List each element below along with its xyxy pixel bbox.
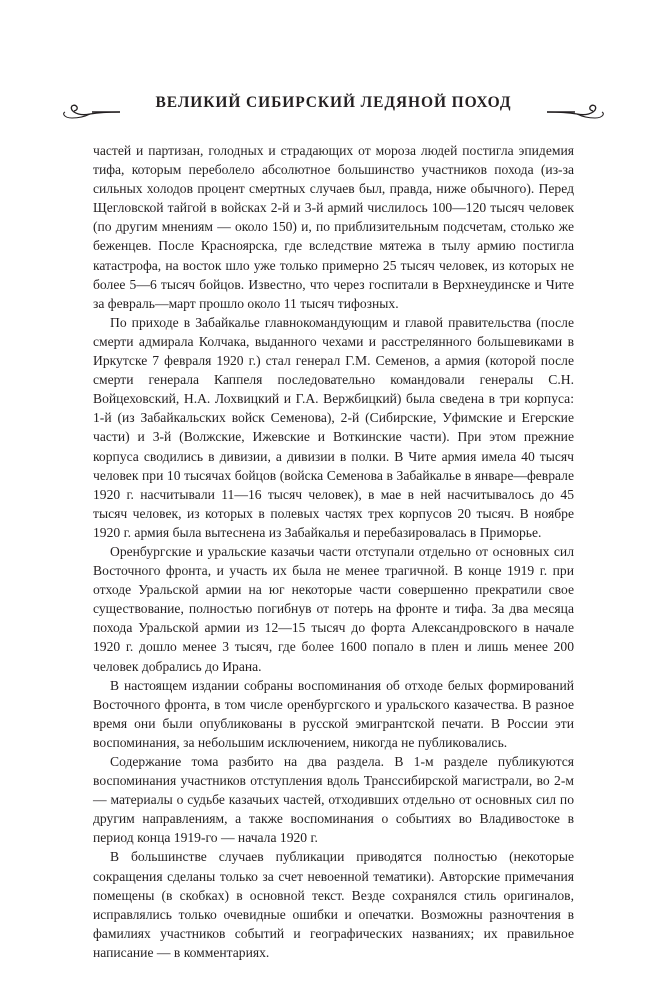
running-header-title: ВЕЛИКИЙ СИБИРСКИЙ ЛЕДЯНОЙ ПОХОД bbox=[155, 94, 512, 111]
paragraph: частей и партизан, голодных и страдающих от мороза людей постигла эпидемия тифа, которым переболело абсолютное большинство участников похода (из-за сильных холодов процент смертных случаев был, правда, ниже обычного). Перед Щегловской тайгой в войсках 2-й и 3-й армий числилось 100—120 тысяч человек (по другим мнениям — около 150) и, по приблизительным подсчетам, столько же беженцев. После Красноярска, где вследствие мятежа в тылу армию постигла катастрофа, на восток шло уже только примерно 25 тысяч человек, из которых не более 5—6 тысяч бойцов. Известно, что через госпитали в Верхнеудинске и Чите за февраль—март прошло около 11 тысяч тифозных. bbox=[93, 143, 574, 311]
body-text bbox=[93, 141, 574, 962]
paragraph: В настоящем издании собраны воспоминания об отходе белых формирований Восточного фронта, в том числе оренбургского и уральского казачества. В разное время они были опубликованы в русской эмигрантской печати. В России эти воспоминания, за небольшим исключением, никогда не публиковались. bbox=[93, 677, 574, 750]
running-header bbox=[60, 88, 607, 124]
paragraph: По приходе в Забайкалье главнокомандующим и главой правительства (после смерти адмирала Колчака, выданного чехами и расстрелянного большевиками в Иркутске 7 февраля 1920 г.) стал генерал Г.М. Семенов, а армия (которой после смерти генерала Каппеля последовательно командовали генералы С.Н. Войцеховский, Н.А. Лохвицкий и Г.А. Вержбицкий) была сведена в три корпуса: 1-й (из Забайкальских войск Семенова), 2-й (Сибирские, Уфимские и Егерские части) и 3-й (Волжские, Ижевские и Воткинские части). При этом прежние корпуса сводились в дивизии, а дивизии в полки. В Чите армия имела 40 тысяч человек при 10 тысячах бойцов (войска Семенова в Забайкалье в январе—феврале 1920 г. насчитывали 11—16 тысяч человек), в мае в ней насчитывалось до 45 тысяч человек, из которых в полевых частях трех корпусов 20 тысяч. В ноябре 1920 г. армия была вытеснена из Забайкалья и перебазировалась в Приморье. bbox=[93, 314, 574, 540]
paragraph: Оренбургские и уральские казачьи части отступали отдельно от основных сил Восточного фронта, и участь их была не менее трагичной. В конце 1919 г. при отходе Уральской армии на юг некоторые части совершенно прекратили свое существование, полностью погибнув от потерь на фронте и тифа. За два месяца похода Уральской армии из 12—15 тысяч до форта Александровского в начале 1920 г. дошло менее 3 тысяч, где более 1600 попало в плен и лишь менее 200 человек добрались до Ирана. bbox=[93, 543, 574, 674]
ornament-right-icon bbox=[545, 104, 605, 124]
paragraph: В большинстве случаев публикации приводятся полностью (некоторые сокращения сделаны только за счет невоенной тематики). Авторские примечания помещены (в скобках) в основной текст. Везде сохранялся стиль оригиналов, исправлялись только очевидные ошибки и опечатки. Возможны разночтения в фамилиях участников событий и географических названиях; их правильное написание — в комментариях. bbox=[93, 849, 574, 960]
paragraph: Содержание тома разбито на два раздела. В 1-м разделе публикуются воспоминания участников отступления вдоль Транссибирской магистрали, во 2-м — материалы о судьбе казачьих частей, отходивших отдельно от основных сил по другим направлениям, а также воспоминания о событиях во Владивостоке в период конца 1919-го — начала 1920 г. bbox=[93, 754, 574, 846]
